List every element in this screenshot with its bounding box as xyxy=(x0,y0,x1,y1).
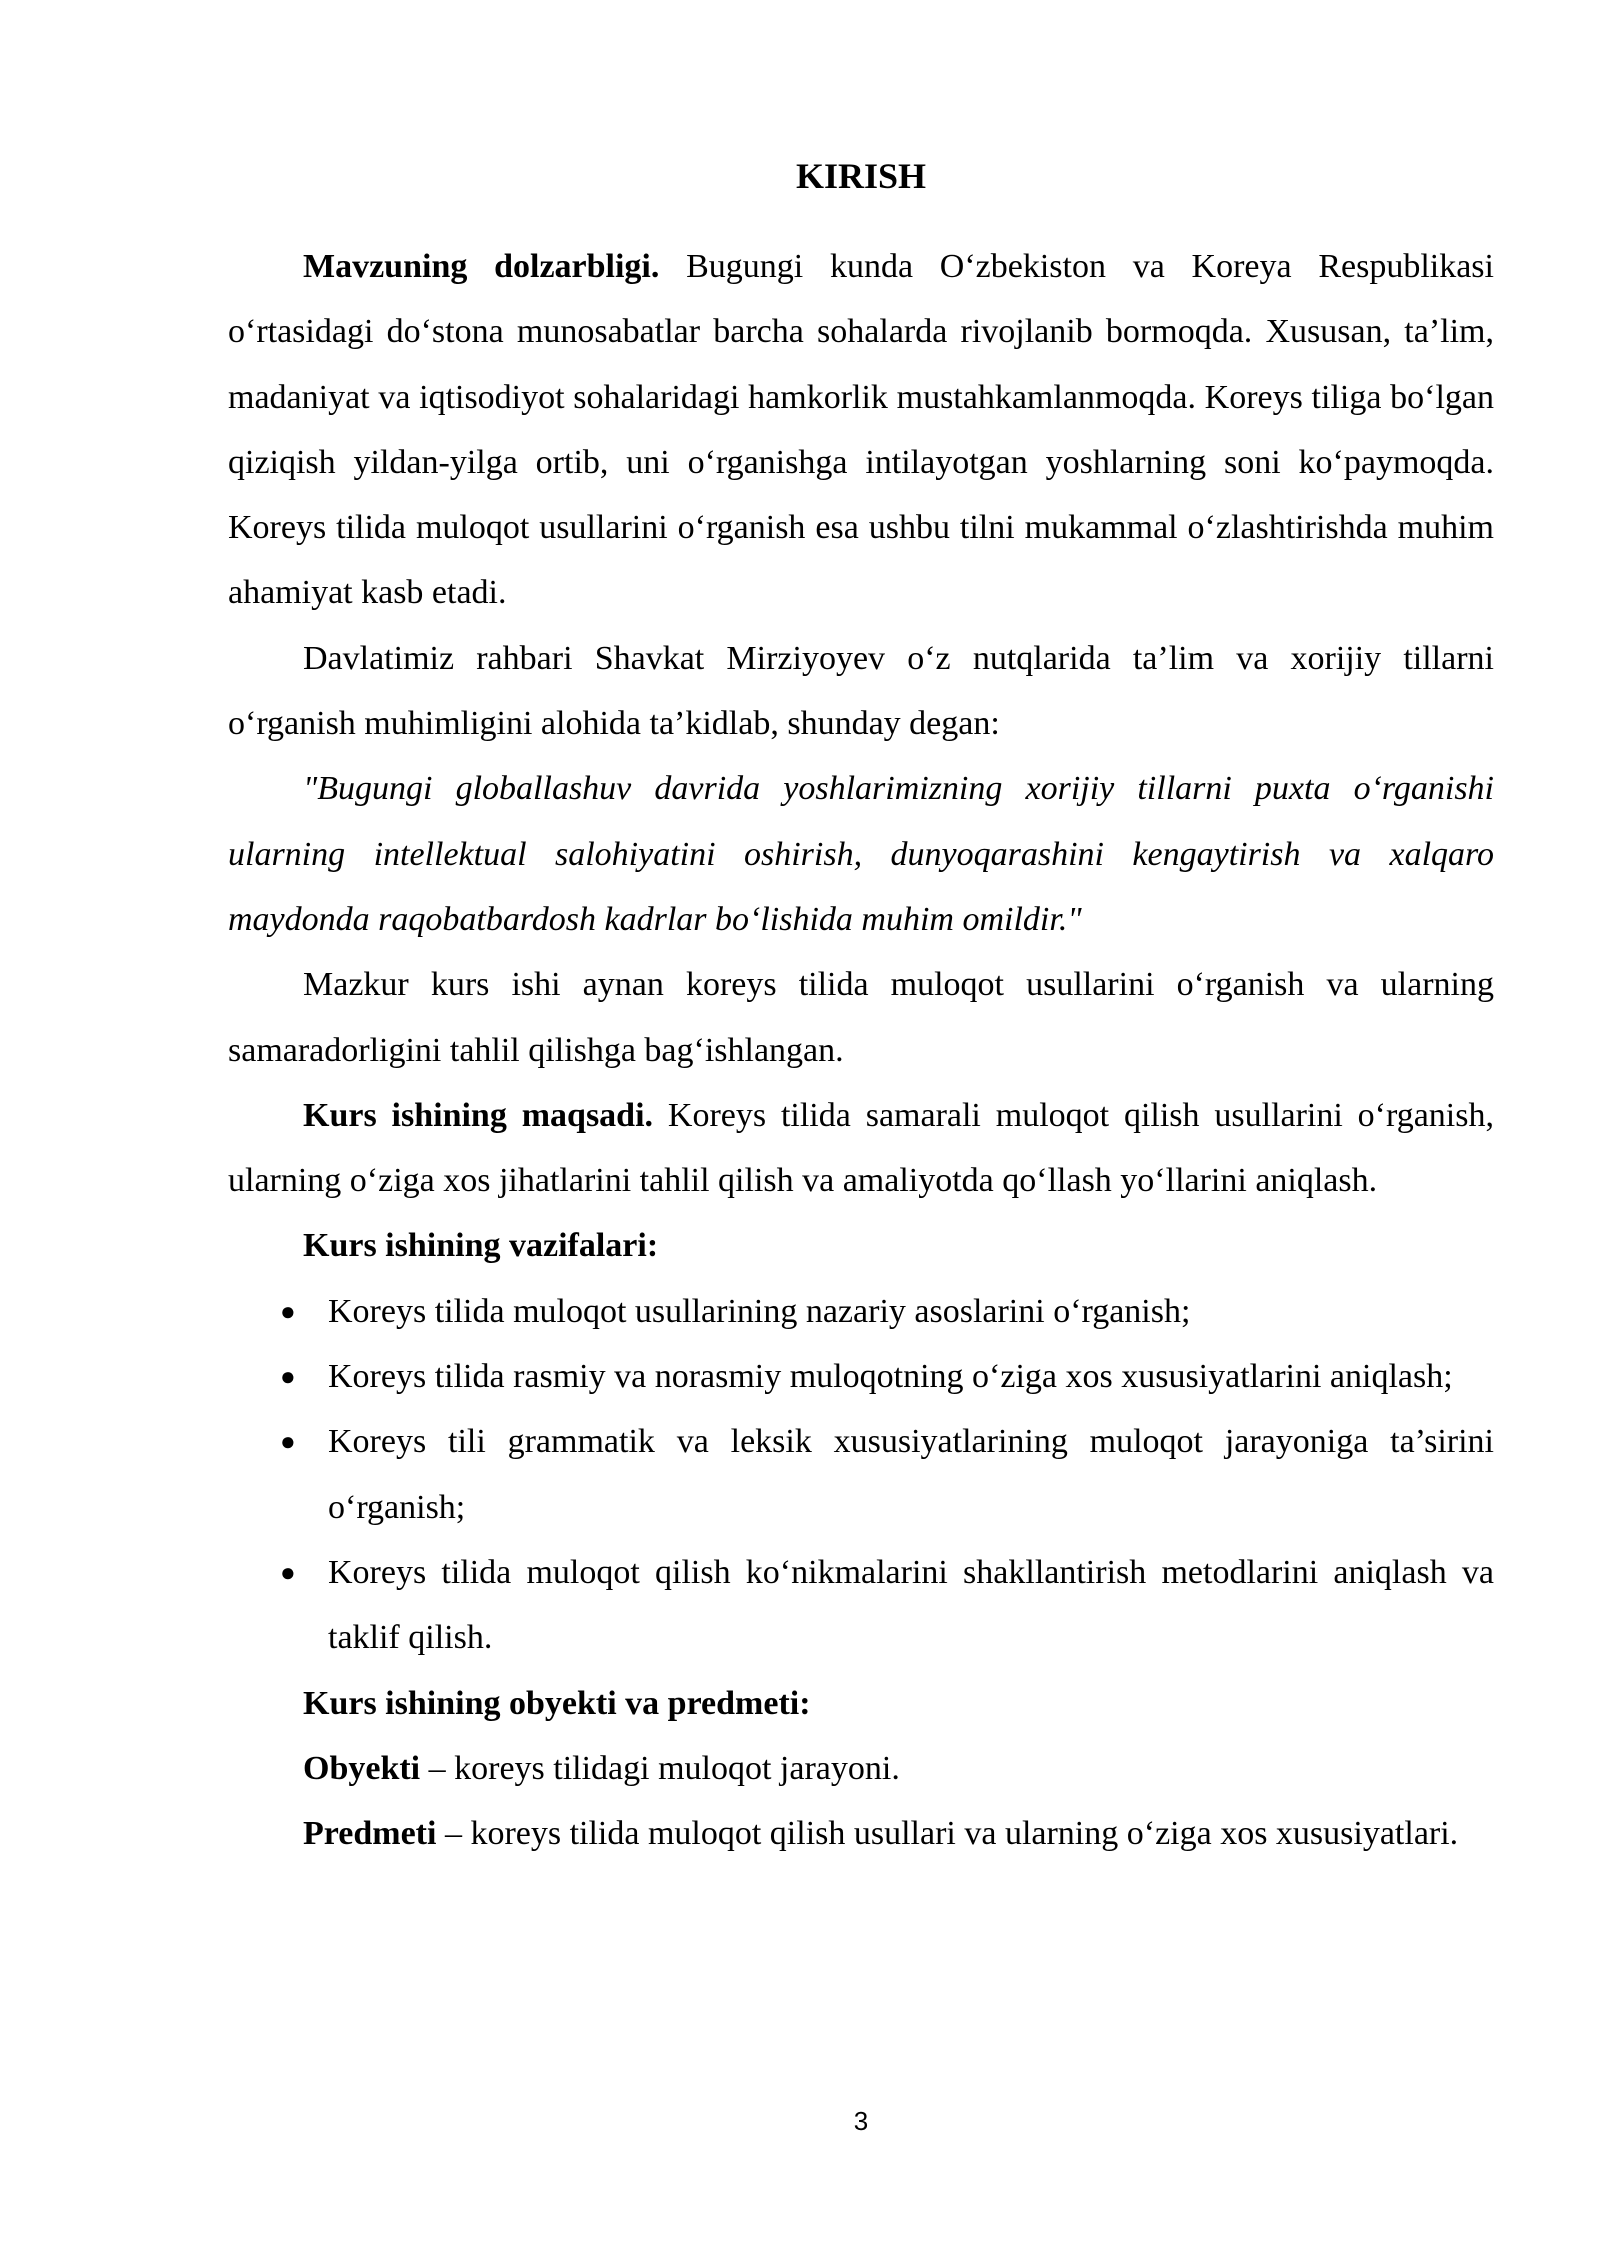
list-item-text: Koreys tili grammatik va leksik xususiyatlarining muloqot jarayoniga ta’sirini o‘rganish; xyxy=(328,1423,1494,1526)
tasks-list xyxy=(228,1279,1494,1671)
page-title: KIRISH xyxy=(795,156,927,196)
object-text: – koreys tilidagi muloqot jarayoni. xyxy=(420,1749,900,1787)
tasks-label: Kurs ishining vazifalari: xyxy=(303,1227,659,1265)
president-paragraph: Davlatimiz rahbari Shavkat Mirziyoyev o‘z nutqlarida ta’lim va xorijiy tillarni o‘rganish muhimligini alohida ta’kidlab, shunday degan: xyxy=(228,639,1494,743)
list-item xyxy=(228,1344,1494,1409)
subject-text: – koreys tilida muloqot qilish usullari va ularning o‘ziga xos xususiyatlari. xyxy=(436,1815,1459,1853)
document-body xyxy=(228,234,1494,1866)
list-item-text: Koreys tilida rasmiy va norasmiy muloqotning o‘ziga xos xususiyatlarini aniqlash; xyxy=(328,1358,1453,1396)
list-item xyxy=(228,1409,1494,1540)
list-item-text: Koreys tilida muloqot qilish ko‘nikmalarini shakllantirish metodlarini aniqlash va taklif qilish. xyxy=(328,1553,1494,1657)
object-subject-heading xyxy=(228,1671,1494,1736)
goal-paragraph xyxy=(228,1083,1494,1214)
list-item xyxy=(228,1279,1494,1344)
bullet-icon: ● xyxy=(280,1557,296,1587)
object-label: Obyekti xyxy=(303,1749,421,1787)
goal-label: Kurs ishining maqsadi. xyxy=(303,1096,654,1134)
relevance-label: Mavzuning dolzarbligi. xyxy=(303,248,660,285)
subject-label: Predmeti xyxy=(303,1815,437,1853)
bullet-icon: ● xyxy=(280,1296,296,1326)
bullet-icon: ● xyxy=(280,1427,296,1457)
president-quote: "Bugungi globallashuv davrida yoshlarimizning xorijiy tillarni puxta o‘rganishi ularning intellektual salohiyatini oshirish, dunyoqarashini kengaytirish va xalqaro maydonda raqobatbardosh kadrlar bo‘lishida muhim omildir." xyxy=(228,770,1494,938)
page-number: 3 xyxy=(853,2106,869,2136)
relevance-paragraph xyxy=(228,234,1494,626)
relevance-text: Bugungi kunda O‘zbekiston va Koreya Respublikasi o‘rtasidagi do‘stona munosabatlar barcha sohalarda rivojlanib bormoqda. Xususan, ta’lim, madaniyat va iqtisodiyot sohalaridagi hamkorlik mustahkamlanmoqda. Koreys tiliga bo‘lgan qiziqish yildan-yilga ortib, uni o‘rganishga intilayotgan yoshlarning soni ko‘paymoqda. Koreys tilida muloqot usullarini o‘rganish esa ushbu tilni mukammal o‘zlashtirishda muhim ahamiyat kasb etadi. xyxy=(228,248,1494,612)
object-paragraph xyxy=(228,1736,1494,1801)
list-item-text: Koreys tilida muloqot usullarining nazariy asoslarini o‘rganish; xyxy=(328,1292,1191,1330)
tasks-heading xyxy=(228,1213,1494,1278)
object-subject-label: Kurs ishining obyekti va predmeti: xyxy=(303,1684,811,1722)
course-topic-paragraph: Mazkur kurs ishi aynan koreys tilida muloqot usullarini o‘rganish va ularning samaradorligini tahlil qilishga bag‘ishlangan. xyxy=(228,966,1494,1069)
subject-paragraph xyxy=(228,1801,1494,1866)
bullet-icon: ● xyxy=(280,1362,296,1392)
list-item xyxy=(228,1540,1494,1671)
goal-text: Koreys tilida samarali muloqot qilish usullarini o‘rganish, ularning o‘ziga xos jihatlarini tahlil qilish va amaliyotda qo‘llash yo‘llarini aniqlash. xyxy=(228,1096,1494,1200)
